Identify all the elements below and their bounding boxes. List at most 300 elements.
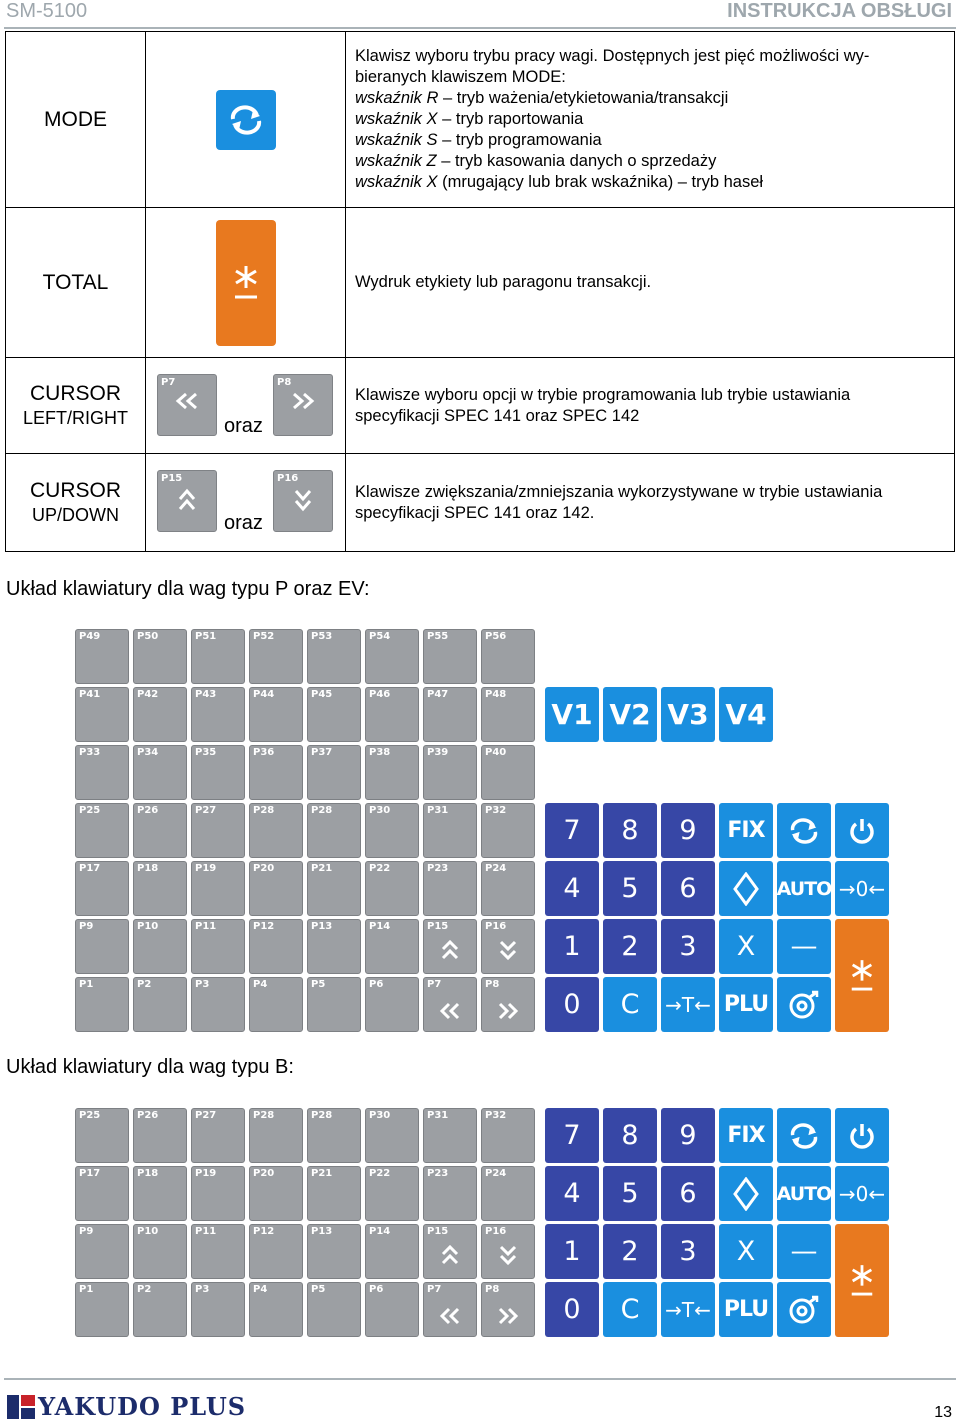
- key-text: PLU: [723, 992, 769, 1017]
- key-p44: [249, 687, 303, 742]
- power-icon: [835, 803, 889, 858]
- mode-item: [355, 172, 954, 193]
- mode-item: [355, 88, 954, 109]
- key-label: P13: [311, 921, 333, 932]
- key-text: 9: [679, 1120, 697, 1151]
- key-label: P56: [485, 631, 507, 642]
- key-text: 5: [621, 873, 639, 904]
- header-model: SM-5100: [6, 0, 88, 22]
- key-p27: [191, 803, 245, 858]
- key-p9: [75, 919, 129, 974]
- key-p37: [307, 745, 361, 800]
- key-p23: [423, 861, 477, 916]
- key-p54: [365, 629, 419, 684]
- diamond-icon: [719, 1166, 773, 1221]
- key-label: P45: [311, 689, 333, 700]
- double-chevron-down-icon: [482, 1243, 534, 1272]
- key-label: P6: [369, 1284, 384, 1295]
- mode-key: [216, 90, 276, 150]
- key-p55: [423, 629, 477, 684]
- key-p3: [191, 1282, 245, 1337]
- spec-row-total: [6, 208, 955, 358]
- key-text: 6: [679, 1178, 697, 1209]
- brand-logo: [6, 1392, 246, 1421]
- key-label: P51: [195, 631, 217, 642]
- mode-item: [355, 109, 954, 130]
- mode-item: [355, 151, 954, 172]
- key-text: V3: [667, 698, 709, 731]
- key-label: P16: [485, 921, 507, 932]
- key-label: P28: [253, 805, 275, 816]
- key-label: P21: [311, 863, 333, 874]
- multiply-key: [719, 919, 773, 974]
- key-p20: [249, 861, 303, 916]
- key-text: 0: [563, 1294, 581, 1325]
- mode-item: [355, 130, 954, 151]
- key-text: 5: [621, 1178, 639, 1209]
- key-label: P28: [253, 1110, 275, 1121]
- clear-key: [603, 1282, 657, 1337]
- cycle-arrows-icon: [777, 1108, 831, 1163]
- key-p43: [191, 687, 245, 742]
- key-p52: [249, 629, 303, 684]
- key-text: 8: [621, 815, 639, 846]
- digit-key-5: [603, 1166, 657, 1221]
- key-label: P6: [369, 979, 384, 990]
- digit-key-8: [603, 803, 657, 858]
- key-label: P38: [369, 747, 391, 758]
- double-chevron-up-icon: [424, 938, 476, 967]
- key-text: V4: [725, 698, 767, 731]
- key-p14: [365, 919, 419, 974]
- double-chevron-left-icon: [424, 1002, 476, 1025]
- total-key-cell: [146, 208, 346, 358]
- key-label: P5: [311, 979, 326, 990]
- header-divider: [4, 27, 956, 29]
- key-p30: [365, 803, 419, 858]
- key-label: P27: [195, 805, 217, 816]
- key-label: P48: [485, 689, 507, 700]
- key-label: P37: [311, 747, 333, 758]
- key-text: 3: [679, 1236, 697, 1267]
- cycle-arrows-icon: [227, 104, 265, 136]
- joiner-text: oraz: [224, 512, 263, 534]
- double-chevron-right-icon: [274, 391, 332, 416]
- double-chevron-down-icon: [482, 938, 534, 967]
- key-p40: [481, 745, 535, 800]
- asterisk-icon: [835, 919, 889, 1032]
- key-p12: [249, 1224, 303, 1279]
- key-spec-table: [5, 31, 955, 552]
- mode-item-label: wskaźnik S: [355, 131, 438, 149]
- cursor-lr-description: [346, 358, 955, 454]
- key-p32: [481, 803, 535, 858]
- mode-item-text: – tryb programowania: [437, 131, 602, 149]
- cursor-lr-desc-line: Klawisze wyboru opcji w trybie programowania lub trybie ustawiania: [355, 385, 851, 404]
- mode-item-label: wskaźnik Z: [355, 152, 437, 170]
- key-label: P23: [427, 1168, 449, 1179]
- key-text: X: [736, 931, 756, 962]
- key-text: →0←: [838, 876, 886, 901]
- key-text: →T←: [665, 1297, 711, 1322]
- key-p35: [191, 745, 245, 800]
- key-text: 8: [621, 1120, 639, 1151]
- key-p13: [307, 919, 361, 974]
- key-p14: [365, 1224, 419, 1279]
- key-label: P17: [79, 1168, 101, 1179]
- tare-key: [661, 1282, 715, 1337]
- mode-item-text: – tryb kasowania danych o sprzedaży: [436, 152, 717, 170]
- key-p48: [481, 687, 535, 742]
- digit-key-1: [545, 1224, 599, 1279]
- key-p24: [481, 1166, 535, 1221]
- key-label: P24: [485, 863, 507, 874]
- spec-row-mode: [6, 32, 955, 208]
- key-text: AUTO: [776, 1182, 832, 1205]
- key-label: P23: [427, 863, 449, 874]
- key-p3: [191, 977, 245, 1032]
- cursor-ud-desc-line: specyfikacji SPEC 141 oraz 142.: [355, 503, 595, 522]
- key-text: 1: [563, 931, 581, 962]
- key-label: P16: [277, 473, 299, 484]
- key-p20: [249, 1166, 303, 1221]
- key-text: →0←: [838, 1181, 886, 1206]
- key-text: 9: [679, 815, 697, 846]
- key-p17: [75, 1166, 129, 1221]
- key-p11: [191, 1224, 245, 1279]
- key-p12: [249, 919, 303, 974]
- header-title: INSTRUKCJA OBSŁUGI: [727, 0, 952, 22]
- key-text: V2: [609, 698, 651, 731]
- key-p2: [133, 977, 187, 1032]
- key-label: P17: [79, 863, 101, 874]
- key-label: P9: [79, 1226, 94, 1237]
- total-key: [835, 1224, 889, 1337]
- key-label: P27: [195, 1110, 217, 1121]
- total-desc-text: Wydruk etykiety lub paragonu transakcji.: [355, 273, 652, 291]
- key-p18: [133, 1166, 187, 1221]
- key-p1: [75, 1282, 129, 1337]
- cursor-lr-name-text: CURSOR: [29, 381, 121, 405]
- power-key: [835, 1108, 889, 1163]
- key-p25: [75, 1108, 129, 1163]
- key-p15: [423, 1224, 477, 1279]
- key-label: P43: [195, 689, 217, 700]
- key-p42: [133, 687, 187, 742]
- tare-key: [661, 977, 715, 1032]
- key-label: P28: [311, 1110, 333, 1121]
- key-text: AUTO: [776, 877, 832, 900]
- key-p46: [365, 687, 419, 742]
- brand-mark-icon: [6, 1394, 36, 1420]
- key-p27: [191, 1108, 245, 1163]
- mode-key: [777, 1108, 831, 1163]
- key-label: P8: [277, 377, 292, 388]
- key-p8: [481, 1282, 535, 1337]
- key-label: P8: [485, 1284, 500, 1295]
- mode-desc-line-1: Klawisz wyboru trybu pracy wagi. Dostępnych jest pięć możliwości wy-: [355, 47, 870, 65]
- key-text: FIX: [727, 818, 765, 843]
- zero-key: [835, 1166, 889, 1221]
- key-p28: [249, 1108, 303, 1163]
- digit-key-2: [603, 1224, 657, 1279]
- total-name-text: TOTAL: [42, 270, 109, 294]
- key-text: PLU: [723, 1297, 769, 1322]
- digit-key-4: [545, 861, 599, 916]
- section-title-b: Układ klawiatury dla wag typu B:: [6, 1056, 294, 1078]
- double-chevron-left-icon: [158, 391, 216, 416]
- key-p28: [307, 1108, 361, 1163]
- key-p41: [75, 687, 129, 742]
- key-label: P49: [79, 631, 101, 642]
- key-label: P19: [195, 863, 217, 874]
- key-label: P25: [79, 805, 101, 816]
- double-chevron-down-icon: [274, 487, 332, 518]
- key-p7: [423, 1282, 477, 1337]
- key-p23: [423, 1166, 477, 1221]
- key-label: P18: [137, 1168, 159, 1179]
- mode-key-cell: [146, 32, 346, 208]
- key-label: P26: [137, 805, 159, 816]
- auto-key: [777, 861, 831, 916]
- digit-key-1: [545, 919, 599, 974]
- double-chevron-right-icon: [482, 1307, 534, 1330]
- key-label: P33: [79, 747, 101, 758]
- key-p16: [273, 470, 333, 532]
- key-label: P36: [253, 747, 275, 758]
- cursor-ud-description: [346, 454, 955, 552]
- key-label: P20: [253, 863, 275, 874]
- key-text: 3: [679, 931, 697, 962]
- key-text: 6: [679, 873, 697, 904]
- mode-item-text: – tryb ważenia/etykietowania/transakcji: [438, 89, 729, 107]
- key-label: P31: [427, 805, 449, 816]
- key-p25: [75, 803, 129, 858]
- cursor-ud-sub: UP/DOWN: [32, 504, 119, 525]
- key-label: P30: [369, 805, 391, 816]
- key-text: X: [736, 1236, 756, 1267]
- power-icon: [835, 1108, 889, 1163]
- key-p47: [423, 687, 477, 742]
- plu-key: [719, 1282, 773, 1337]
- key-label: P10: [137, 1226, 159, 1237]
- mode-key: [777, 803, 831, 858]
- key-p4: [249, 977, 303, 1032]
- digit-key-9: [661, 1108, 715, 1163]
- key-label: P14: [369, 1226, 391, 1237]
- key-p39: [423, 745, 477, 800]
- key-p32: [481, 1108, 535, 1163]
- key-p53: [307, 629, 361, 684]
- coin-arrow-icon: [777, 977, 831, 1032]
- key-text: 4: [563, 873, 581, 904]
- key-label: P7: [161, 377, 176, 388]
- key-p8: [273, 374, 333, 436]
- key-label: P53: [311, 631, 333, 642]
- total-key: [216, 220, 276, 346]
- key-text: 7: [563, 815, 581, 846]
- diamond-icon: [719, 861, 773, 916]
- key-p36: [249, 745, 303, 800]
- cursor-lr-key-cell: [146, 358, 346, 454]
- key-p31: [423, 1108, 477, 1163]
- key-text: —: [790, 931, 818, 962]
- key-text: 2: [621, 931, 639, 962]
- double-chevron-up-icon: [424, 1243, 476, 1272]
- key-text: 7: [563, 1120, 581, 1151]
- key-text: —: [790, 1236, 818, 1267]
- diamond-key: [719, 861, 773, 916]
- coin-key: [777, 977, 831, 1032]
- key-p4: [249, 1282, 303, 1337]
- total-name: [6, 208, 146, 358]
- digit-key-7: [545, 1108, 599, 1163]
- key-label: P5: [311, 1284, 326, 1295]
- key-text: 0: [563, 989, 581, 1020]
- key-p16: [481, 1224, 535, 1279]
- key-p10: [133, 919, 187, 974]
- cursor-lr-sub: LEFT/RIGHT: [22, 407, 128, 428]
- key-p15: [423, 919, 477, 974]
- key-p7: [423, 977, 477, 1032]
- key-p6: [365, 977, 419, 1032]
- key-p5: [307, 1282, 361, 1337]
- key-p19: [191, 861, 245, 916]
- cursor-ud-key-cell: [146, 454, 346, 552]
- key-label: P7: [427, 1284, 442, 1295]
- digit-key-3: [661, 919, 715, 974]
- key-p15: [157, 470, 217, 532]
- digit-key-0: [545, 977, 599, 1032]
- page-number: 13: [934, 1404, 952, 1421]
- mode-name-text: MODE: [44, 107, 107, 131]
- key-label: P2: [137, 979, 152, 990]
- v-key-v4: [719, 687, 773, 742]
- key-label: P9: [79, 921, 94, 932]
- cursor-ud-name: [6, 454, 146, 552]
- v-key-v2: [603, 687, 657, 742]
- key-text: 4: [563, 1178, 581, 1209]
- digit-key-6: [661, 861, 715, 916]
- key-p13: [307, 1224, 361, 1279]
- key-p28: [307, 803, 361, 858]
- footer-divider: [4, 1378, 956, 1380]
- double-chevron-left-icon: [424, 1307, 476, 1330]
- total-description: [346, 208, 955, 358]
- coin-arrow-icon: [777, 1282, 831, 1337]
- key-text: FIX: [727, 1123, 765, 1148]
- key-p19: [191, 1166, 245, 1221]
- asterisk-icon: [231, 263, 261, 303]
- digit-key-3: [661, 1224, 715, 1279]
- key-label: P35: [195, 747, 217, 758]
- key-label: P55: [427, 631, 449, 642]
- key-label: P19: [195, 1168, 217, 1179]
- power-key: [835, 803, 889, 858]
- key-text: 1: [563, 1236, 581, 1267]
- clear-key: [603, 977, 657, 1032]
- mode-item-label: wskaźnik X: [355, 173, 438, 191]
- key-label: P34: [137, 747, 159, 758]
- total-key: [835, 919, 889, 1032]
- key-label: P16: [485, 1226, 507, 1237]
- key-label: P44: [253, 689, 275, 700]
- key-label: P4: [253, 1284, 268, 1295]
- key-p28: [249, 803, 303, 858]
- key-p26: [133, 803, 187, 858]
- joiner-text: oraz: [224, 415, 263, 437]
- key-p33: [75, 745, 129, 800]
- key-label: P24: [485, 1168, 507, 1179]
- digit-key-6: [661, 1166, 715, 1221]
- key-label: P39: [427, 747, 449, 758]
- key-p50: [133, 629, 187, 684]
- fix-key: [719, 1108, 773, 1163]
- digit-key-7: [545, 803, 599, 858]
- key-label: P28: [311, 805, 333, 816]
- mode-item-text: (mrugający lub brak wskaźnika) – tryb haseł: [437, 173, 764, 191]
- digit-key-9: [661, 803, 715, 858]
- key-p9: [75, 1224, 129, 1279]
- key-p11: [191, 919, 245, 974]
- plu-key: [719, 977, 773, 1032]
- cycle-arrows-icon: [777, 803, 831, 858]
- keyboard-p-ev: [75, 629, 887, 1033]
- key-p5: [307, 977, 361, 1032]
- key-label: P21: [311, 1168, 333, 1179]
- digit-key-8: [603, 1108, 657, 1163]
- key-label: P22: [369, 863, 391, 874]
- mode-description: [346, 32, 955, 208]
- spec-row-cursor-ud: [6, 454, 955, 552]
- key-label: P7: [427, 979, 442, 990]
- key-p38: [365, 745, 419, 800]
- mode-item-text: – tryb raportowania: [437, 110, 584, 128]
- key-p21: [307, 861, 361, 916]
- zero-key: [835, 861, 889, 916]
- key-label: P22: [369, 1168, 391, 1179]
- key-p22: [365, 1166, 419, 1221]
- diamond-key: [719, 1166, 773, 1221]
- key-label: P12: [253, 1226, 275, 1237]
- spec-row-cursor-lr: [6, 358, 955, 454]
- digit-key-4: [545, 1166, 599, 1221]
- mode-item-label: wskaźnik R: [355, 89, 439, 107]
- key-text: →T←: [665, 992, 711, 1017]
- key-label: P54: [369, 631, 391, 642]
- key-p16: [481, 919, 535, 974]
- key-label: P8: [485, 979, 500, 990]
- fix-key: [719, 803, 773, 858]
- key-p21: [307, 1166, 361, 1221]
- key-label: P52: [253, 631, 275, 642]
- v-key-v3: [661, 687, 715, 742]
- key-label: P1: [79, 1284, 94, 1295]
- key-label: P47: [427, 689, 449, 700]
- key-p51: [191, 629, 245, 684]
- coin-key: [777, 1282, 831, 1337]
- key-label: P25: [79, 1110, 101, 1121]
- key-label: P50: [137, 631, 159, 642]
- key-label: P15: [427, 1226, 449, 1237]
- key-p34: [133, 745, 187, 800]
- brand-name: YAKUDO PLUS: [38, 1392, 247, 1421]
- cursor-lr-name: [6, 358, 146, 454]
- mode-desc-line-2: bieranych klawiszem MODE:: [355, 68, 566, 86]
- key-p22: [365, 861, 419, 916]
- key-text: 2: [621, 1236, 639, 1267]
- key-p6: [365, 1282, 419, 1337]
